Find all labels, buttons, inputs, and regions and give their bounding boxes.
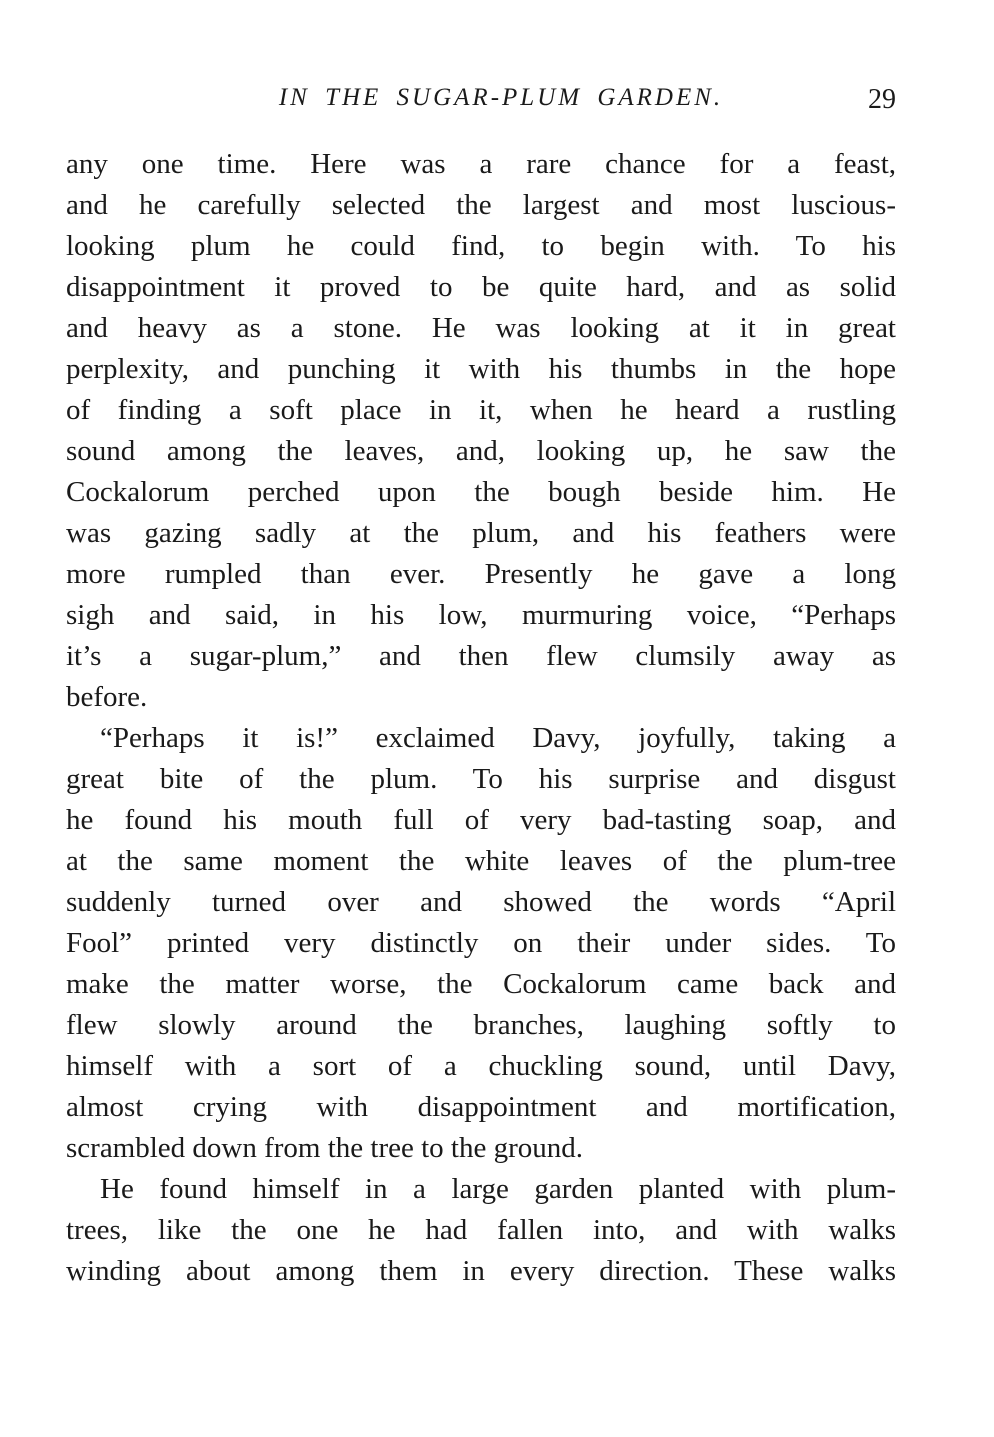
text-line: was gazing sadly at the plum, and his feathers were bbox=[66, 517, 896, 549]
text-line: great bite of the plum. To his surprise and disgust bbox=[66, 763, 896, 795]
paragraph bbox=[66, 718, 896, 1169]
text-line: winding about among them in every direction. These walks bbox=[66, 1255, 896, 1287]
text-line: he found his mouth full of very bad-tasting soap, and bbox=[66, 804, 896, 836]
text-line: flew slowly around the branches, laughing softly to bbox=[66, 1009, 896, 1041]
text-line: sound among the leaves, and, looking up, he saw the bbox=[66, 435, 896, 467]
text-line: He found himself in a large garden planted with plum- bbox=[100, 1173, 896, 1205]
text-line: almost crying with disappointment and mortification, bbox=[66, 1091, 896, 1123]
text-line: looking plum he could find, to begin with. To his bbox=[66, 230, 896, 262]
paragraph bbox=[66, 144, 896, 718]
text-line: scrambled down from the tree to the ground. bbox=[66, 1132, 584, 1164]
text-line: perplexity, and punching it with his thumbs in the hope bbox=[66, 353, 896, 385]
text-line: Fool” printed very distinctly on their under sides. To bbox=[66, 927, 896, 959]
text-line: any one time. Here was a rare chance for a feast, bbox=[66, 148, 896, 180]
text-line: “Perhaps it is!” exclaimed Davy, joyfully, taking a bbox=[100, 722, 896, 754]
text-line: trees, like the one he had fallen into, and with walks bbox=[66, 1214, 896, 1246]
text-line: sigh and said, in his low, murmuring voice, “Perhaps bbox=[66, 599, 896, 631]
text-line: disappointment it proved to be quite hard, and as solid bbox=[66, 271, 896, 303]
running-title: IN THE SUGAR-PLUM GARDEN. bbox=[278, 84, 724, 111]
text-line: Cockalorum perched upon the bough beside him. He bbox=[66, 476, 896, 508]
page-number: 29 bbox=[868, 84, 896, 115]
text-line: at the same moment the white leaves of the plum-tree bbox=[66, 845, 896, 877]
text-line: before. bbox=[66, 681, 148, 713]
text-line: suddenly turned over and showed the words “April bbox=[66, 886, 896, 918]
text-line: it’s a sugar-plum,” and then flew clumsily away as bbox=[66, 640, 896, 672]
body-text bbox=[66, 144, 896, 1292]
text-line: and he carefully selected the largest and most luscious- bbox=[66, 189, 896, 221]
text-line: and heavy as a stone. He was looking at it in great bbox=[66, 312, 896, 344]
text-line: of finding a soft place in it, when he heard a rustling bbox=[66, 394, 896, 426]
text-line: make the matter worse, the Cockalorum came back and bbox=[66, 968, 896, 1000]
text-line: more rumpled than ever. Presently he gave a long bbox=[66, 558, 896, 590]
paragraph bbox=[66, 1169, 896, 1292]
running-head bbox=[66, 84, 896, 124]
text-line: himself with a sort of a chuckling sound, until Davy, bbox=[66, 1050, 896, 1082]
